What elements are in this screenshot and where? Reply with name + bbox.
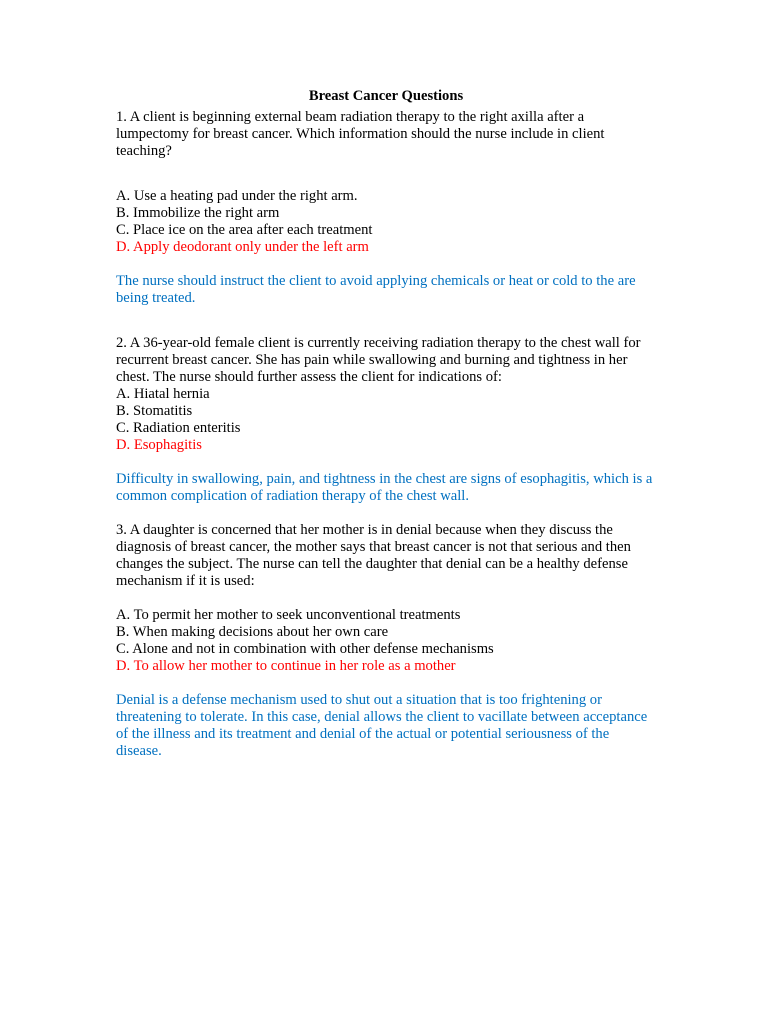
spacer xyxy=(116,590,656,607)
document-title: Breast Cancer Questions xyxy=(308,88,464,104)
question-block-2 xyxy=(116,335,656,505)
spacer xyxy=(116,675,656,692)
answer-option-a: A. To permit her mother to seek unconventional treatments xyxy=(116,607,461,623)
answer-options xyxy=(116,188,656,256)
spacer xyxy=(116,160,656,188)
question-block-1 xyxy=(116,109,656,307)
spacer xyxy=(116,307,656,335)
question-block-3 xyxy=(116,522,656,760)
answer-options xyxy=(116,386,656,454)
answer-option-a: A. Hiatal hernia xyxy=(116,386,210,402)
answer-option-c: C. Alone and not in combination with other defense mechanisms xyxy=(116,641,494,657)
correct-answer-option-d: D. Apply deodorant only under the left arm xyxy=(116,239,369,255)
answer-rationale: The nurse should instruct the client to avoid applying chemicals or heat or cold to the are being treated. xyxy=(116,273,636,306)
correct-answer-option-d: D. To allow her mother to continue in her role as a mother xyxy=(116,658,456,674)
answer-rationale: Denial is a defense mechanism used to shut out a situation that is too frightening or threatening to tolerate. In this case, denial allows the client to vacillate between acceptance of the illness and its treatment and denial of the actual or potential seriousness of the disease. xyxy=(116,692,648,759)
spacer xyxy=(116,256,656,273)
question-stem: 1. A client is beginning external beam radiation therapy to the right axilla after a lumpectomy for breast cancer. Which information should the nurse include in client teaching? xyxy=(116,109,605,159)
spacer xyxy=(116,454,656,471)
answer-options xyxy=(116,607,656,675)
correct-answer-option-d: D. Esophagitis xyxy=(116,437,202,453)
question-stem: 3. A daughter is concerned that her mother is in denial because when they discuss the diagnosis of breast cancer, the mother says that breast cancer is not that serious and then changes the subject. The nurse can tell the daughter that denial can be a healthy defense mechanism if it is used: xyxy=(116,522,631,589)
spacer xyxy=(116,505,656,522)
question-stem: 2. A 36-year-old female client is currently receiving radiation therapy to the chest wall for recurrent breast cancer. She has pain while swallowing and burning and tightness in her chest. The nurse should further assess the client for indications of: xyxy=(116,335,641,385)
answer-rationale: Difficulty in swallowing, pain, and tightness in the chest are signs of esophagitis, which is a common complication of radiation therapy of the chest wall. xyxy=(116,471,653,504)
answer-option-b: B. When making decisions about her own care xyxy=(116,624,389,640)
document-page xyxy=(116,87,656,760)
answer-option-a: A. Use a heating pad under the right arm. xyxy=(116,188,358,204)
answer-option-c: C. Place ice on the area after each treatment xyxy=(116,222,373,238)
answer-option-b: B. Stomatitis xyxy=(116,403,193,419)
answer-option-c: C. Radiation enteritis xyxy=(116,420,241,436)
answer-option-b: B. Immobilize the right arm xyxy=(116,205,280,221)
